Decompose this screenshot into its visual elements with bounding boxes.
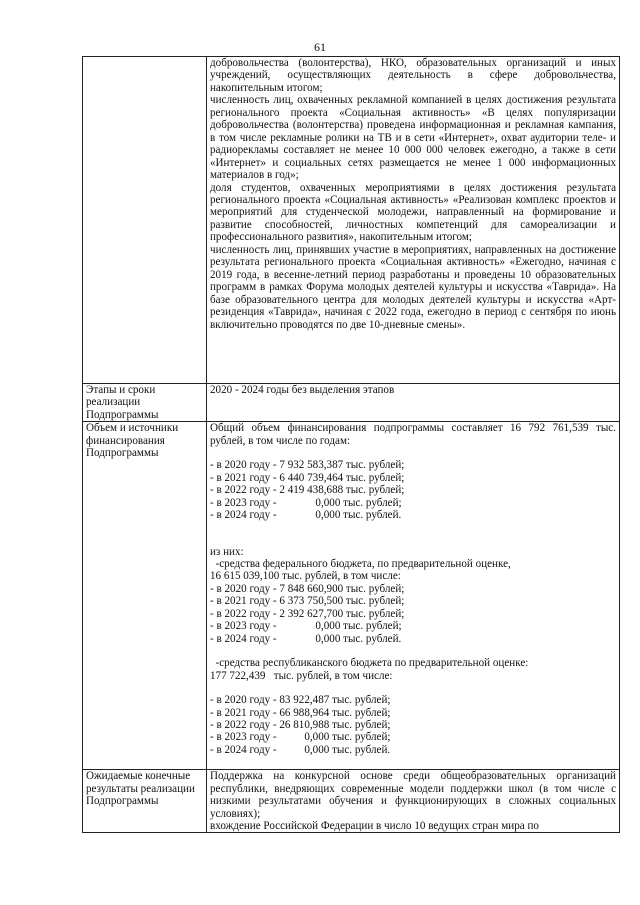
republic-year-line: - в 2023 году - 0,000 тыс. рублей; <box>210 731 391 744</box>
row-label-empty <box>83 57 207 384</box>
row-label-stages: Этапы и сроки реализации Подпрограммы <box>83 384 207 422</box>
federal-year-line: - в 2021 году - 6 373 750,500 тыс. рублей; <box>210 595 405 608</box>
total-year-line: - в 2020 году - 7 932 583,387 тыс. рублей; <box>210 459 405 472</box>
table-row-financing <box>83 422 620 770</box>
financing-cell <box>207 422 620 770</box>
republic-budget-total: 177 722,439 тыс. рублей, в том числе: <box>210 669 393 682</box>
results-cell <box>207 770 620 833</box>
indicator-paragraph: доля студентов, охваченных мероприятиями в целях достижения результата регионального проекта «Социальная активность» «Реализован комплекс проектов и мероприятий для студенческой молодежи, направленный на формирование и развитие способностей, личностных компетенций для самореализации и профессионального развития», накопительным итогом; <box>210 181 616 244</box>
row-label-results: Ожидаемые конечные результаты реализации Подпрограммы <box>83 770 207 833</box>
indicator-paragraph: численность лиц, принявших участие в мероприятиях, направленных на достижение результата регионального проекта «Социальная активность» «Ежегодно, начиная с 2019 года, в весенне-летний период разработаны и проведены 10 образовательных программ в рамках Форума молодых деятелей культуры и искусства «Таврида». На базе образовательного центра для молодых деятелей культуры и искусства «Арт-резиденция «Таврида», начиная с 2022 года, ежегодно в период с сентября по июнь включительно проводятся по две 10-дневные смены». <box>210 243 616 331</box>
of-which-label: из них: <box>210 545 244 558</box>
republic-year-line: - в 2020 году - 83 922,487 тыс. рублей; <box>210 694 391 707</box>
table-row-stages <box>83 384 620 422</box>
indicator-paragraph: добровольчества (волонтерства), НКО, образовательных организаций и иных учреждений, осуществляющих деятельность в сфере добровольчества, накопительным итогом; <box>210 57 616 94</box>
republic-year-line: - в 2024 году - 0,000 тыс. рублей. <box>210 743 391 756</box>
indicator-paragraph: численность лиц, охваченных рекламной компанией в целях достижения результата регионального проекта «Социальная активность» «В целях популяризации добровольчества (волонтерства) проведена информационная и рекламная кампания, в том числе рекламные ролики на ТВ и в сети «Интернет», охват аудитории теле- и радиорекламы составляет не менее 10 000 000 человек ежегодно, а также в сети «Интернет» и социальных сетях размещается не менее 1 000 информационных материалов в год»; <box>210 94 616 182</box>
result-paragraph: Поддержка на конкурсной основе среди общеобразовательных организаций республики, внедряющих современные модели поддержки школ (в том числе с низкими результатами обучения и функционирующих в сложных социальных условиях); <box>210 770 616 820</box>
federal-year-line: - в 2020 году - 7 848 660,900 тыс. рублей; <box>210 582 405 595</box>
federal-budget-total: 16 615 039,100 тыс. рублей, в том числе: <box>210 570 401 583</box>
page-number: 61 <box>314 40 326 54</box>
federal-year-line: - в 2024 году - 0,000 тыс. рублей. <box>210 632 402 645</box>
total-year-line: - в 2023 году - 0,000 тыс. рублей; <box>210 496 402 509</box>
result-paragraph: вхождение Российской Федерации в число 10 ведущих стран мира по <box>210 820 539 833</box>
total-year-line: - в 2024 году - 0,000 тыс. рублей. <box>210 509 402 522</box>
republic-budget-heading: -средства республиканского бюджета по предварительной оценке: <box>210 657 529 670</box>
indicators-cell <box>207 57 620 384</box>
federal-year-line: - в 2022 году - 2 392 627,700 тыс. рублей; <box>210 607 405 620</box>
row-label-financing: Объем и источники финансирования Подпрограммы <box>83 422 207 770</box>
total-year-line: - в 2021 году - 6 440 739,464 тыс. рублей; <box>210 471 405 484</box>
total-year-line: - в 2022 году - 2 419 438,688 тыс. рублей; <box>210 484 405 497</box>
subprogram-passport-table <box>82 56 620 833</box>
federal-year-line: - в 2023 году - 0,000 тыс. рублей; <box>210 620 402 633</box>
financing-intro: Общий объем финансирования подпрограммы составляет 16 792 761,539 тыс. рублей, в том числе по годам: <box>210 422 616 447</box>
federal-budget-heading: -средства федерального бюджета, по предварительной оценке, <box>210 557 511 570</box>
republic-year-line: - в 2022 году - 26 810,988 тыс. рублей; <box>210 718 391 731</box>
table-row-indicators <box>83 57 620 384</box>
republic-year-line: - в 2021 году - 66 988,964 тыс. рублей; <box>210 706 391 719</box>
stages-value: 2020 - 2024 годы без выделения этапов <box>207 384 620 422</box>
table-row-results <box>83 770 620 833</box>
